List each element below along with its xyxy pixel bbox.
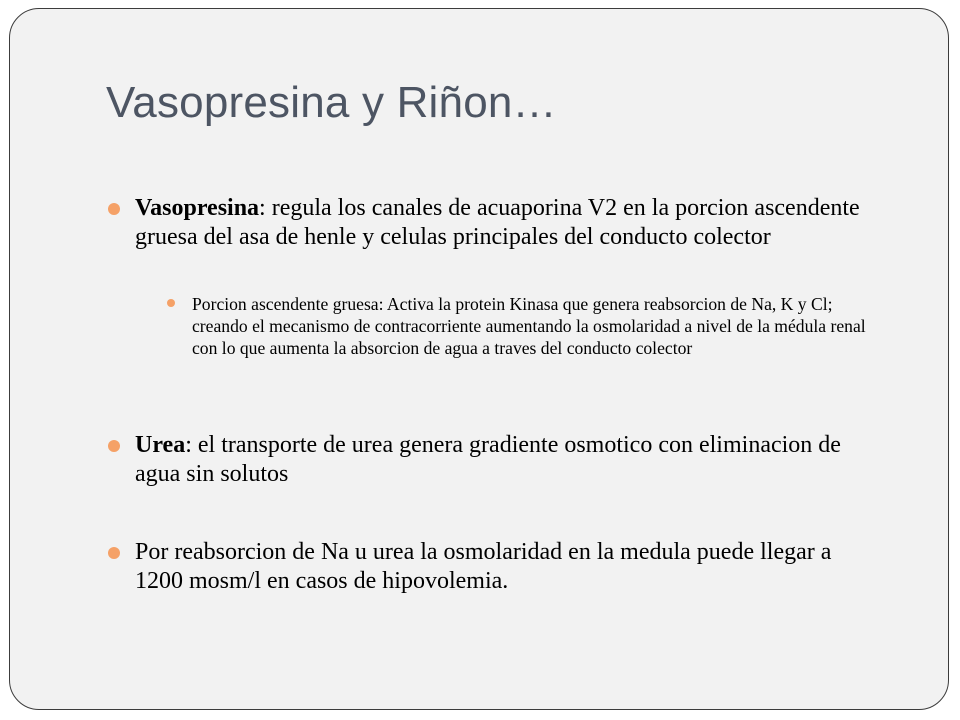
bullet-description: : regula los canales de acuaporina V2 en la porcion ascendente gruesa del asa de henle y celulas principales del conducto colector xyxy=(135,195,860,250)
bullet-dot-icon xyxy=(108,547,120,559)
bullet-text xyxy=(135,431,868,489)
slide-title: Vasopresina y Riñon… xyxy=(106,78,557,127)
bullet-description: : el transporte de urea genera gradiente osmotico con eliminacion de agua sin solutos xyxy=(135,432,841,487)
bullet-term: Urea xyxy=(135,432,186,458)
bullet-osmolaridad xyxy=(108,538,868,596)
bullet-urea xyxy=(108,431,868,489)
bullet-dot-icon xyxy=(108,440,120,452)
bullet-term: Vasopresina xyxy=(135,195,260,221)
sub-bullet-text: Porcion ascendente gruesa: Activa la protein Kinasa que genera reabsorcion de Na, K y Cl; creando el mecanismo de contracorriente aumentando la osmolaridad a nivel de la médula renal con lo que aumenta la absorcion de agua a traves del conducto colector xyxy=(192,294,866,358)
sub-bullet-porcion-ascendente xyxy=(167,293,867,359)
bullet-text xyxy=(135,194,868,252)
bullet-dot-icon xyxy=(167,299,175,307)
bullet-dot-icon xyxy=(108,203,120,215)
bullet-text: Por reabsorcion de Na u urea la osmolaridad en la medula puede llegar a 1200 mosm/l en casos de hipovolemia. xyxy=(135,539,832,594)
bullet-vasopresina xyxy=(108,194,868,252)
